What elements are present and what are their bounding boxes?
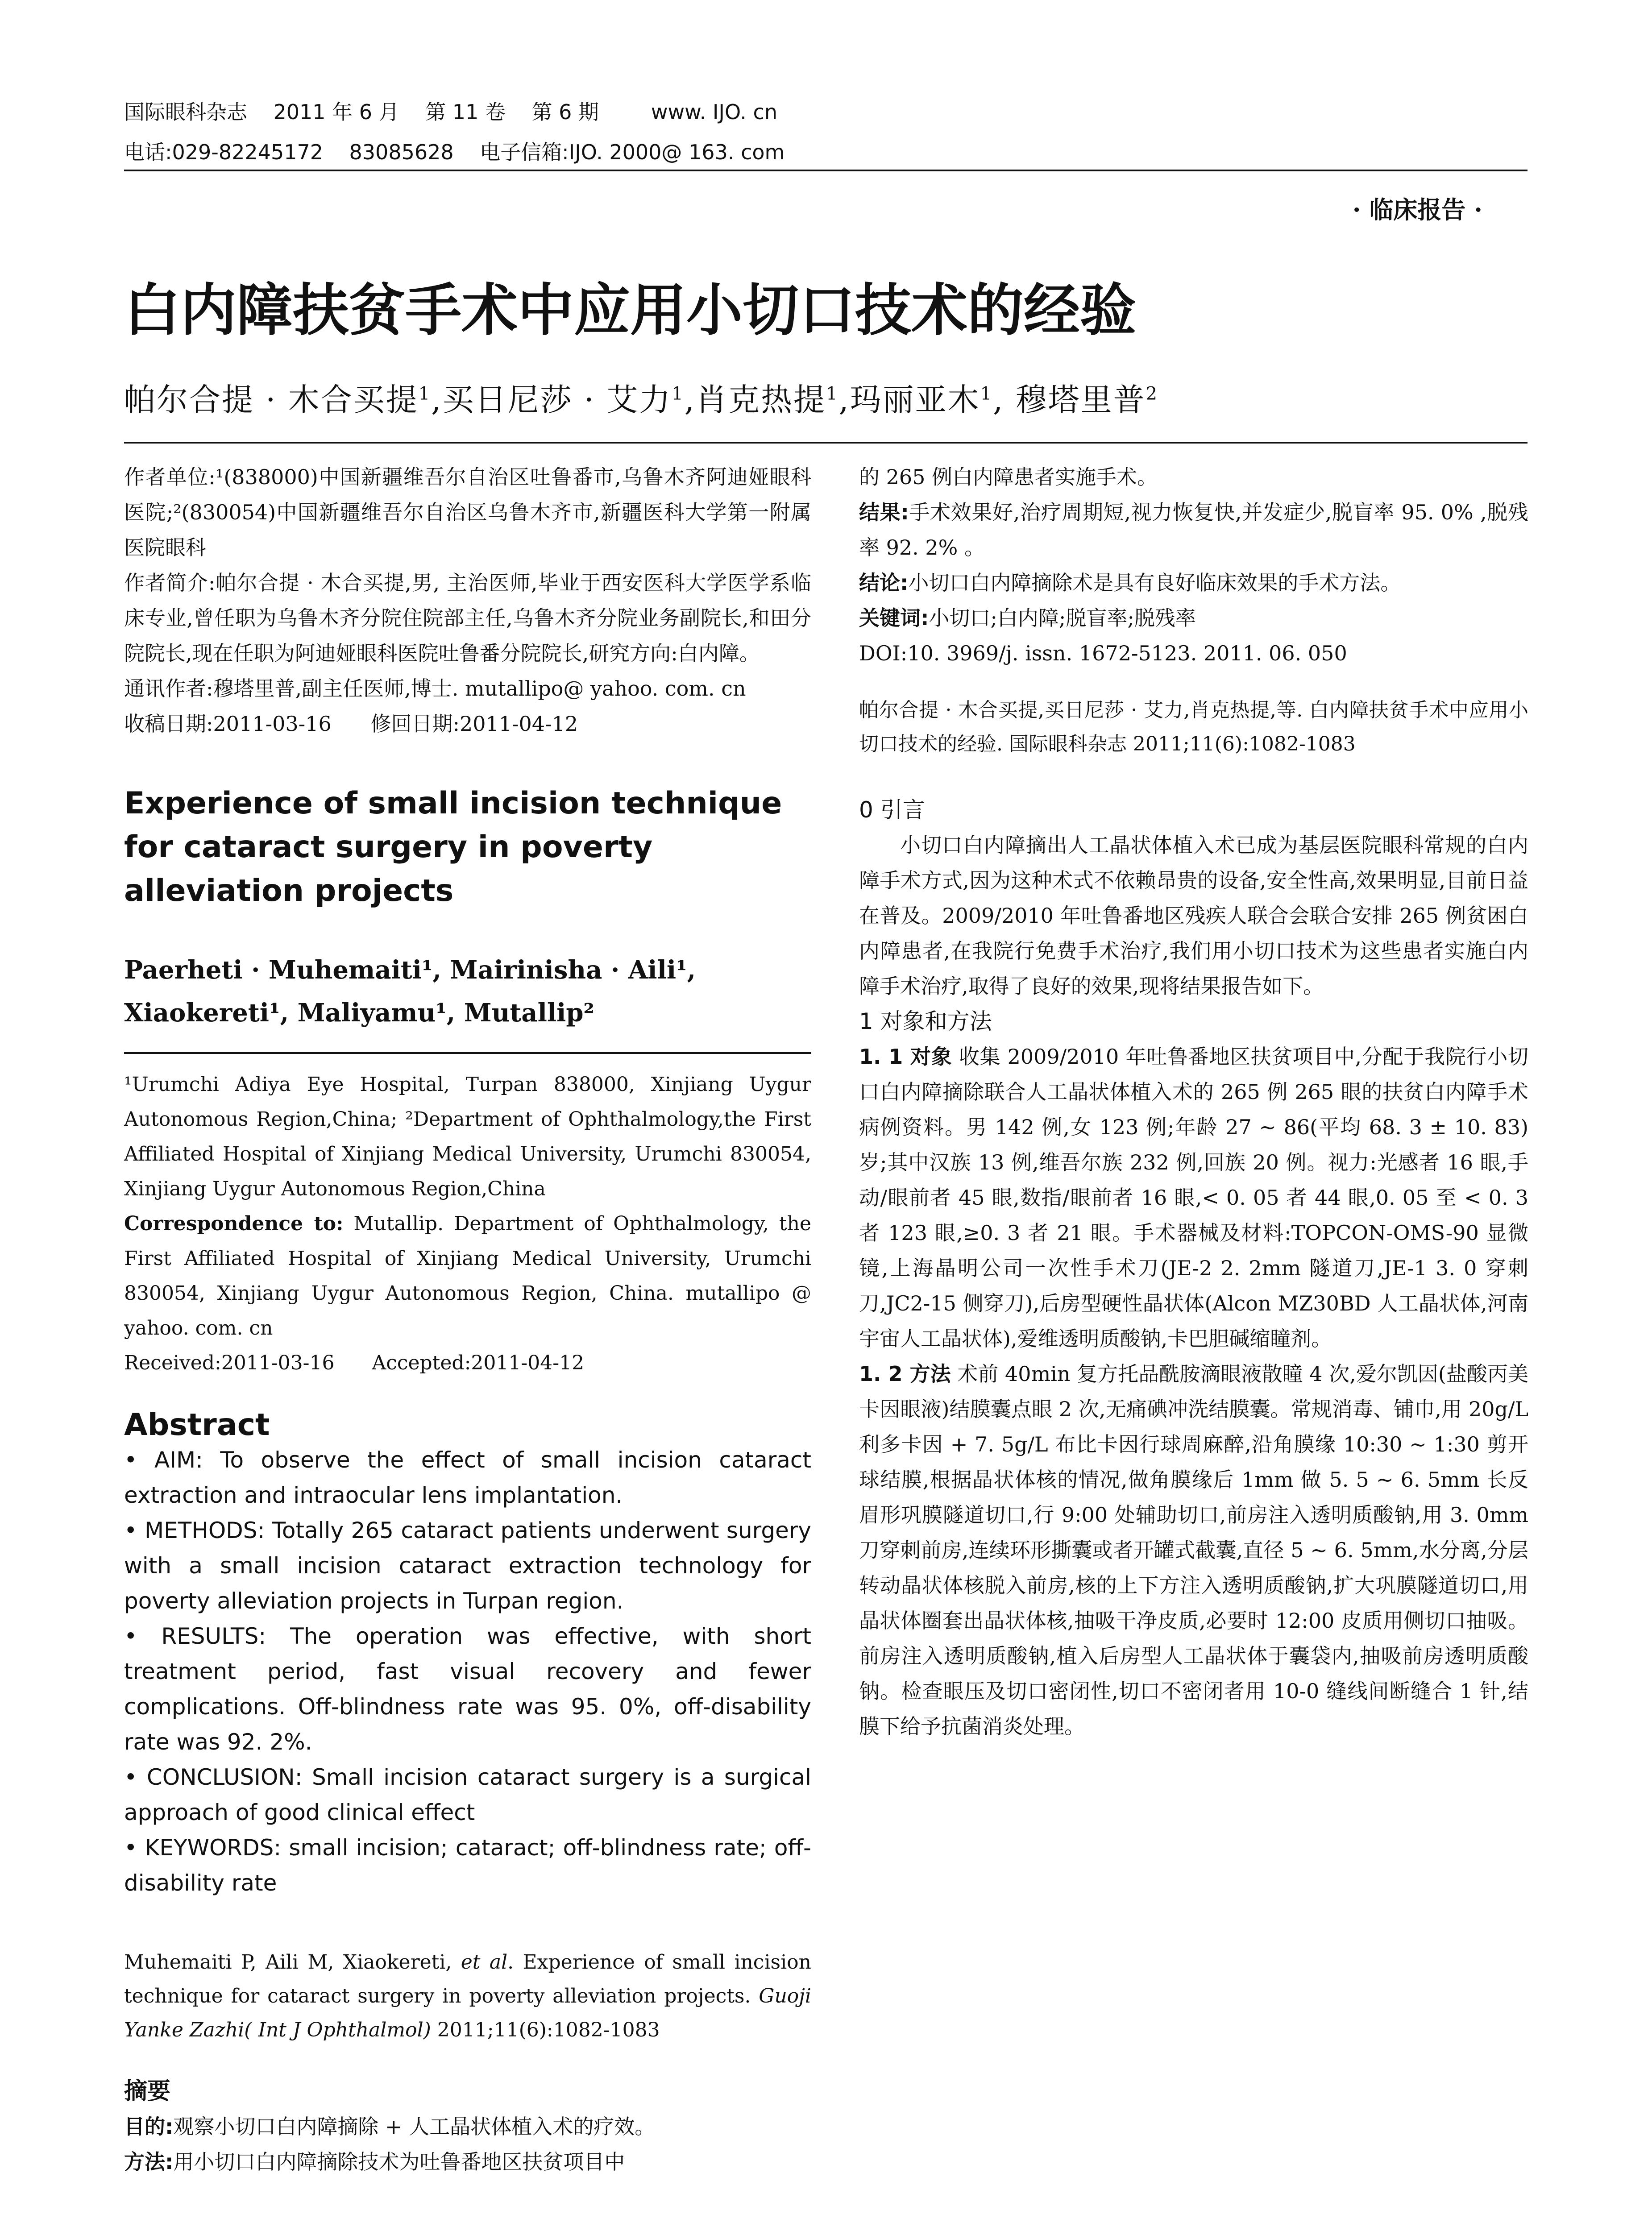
abstract-aim: • AIM: To observe the effect of small incision cataract extraction and intraocular lens implantation. [124,1447,811,1508]
zh-conclusion: 结论:小切口白内障摘除术是具有良好临床效果的手术方法。 [859,571,1401,595]
section-label: · 临床报告 · [1352,195,1482,224]
en-authors-rule [124,1052,811,1054]
article-title: 白内障扶贫手术中应用小切口技术的经验 [124,278,1136,343]
affiliation: 作者单位:¹(838000)中国新疆维吾尔自治区吐鲁番市,乌鲁木齐阿迪娅眼科医院;²(830054)中国新疆维吾尔自治区乌鲁木齐市,新疆医科大学第一附属医院眼科 [124,465,811,560]
authors-rule [124,442,1527,444]
doi: DOI:10. 3969/j. issn. 1672-5123. 2011. 06. 050 [859,641,1347,665]
intro-heading: 0 引言 [859,797,925,823]
author-list: 帕尔合提 · 木合买提$^1$,买日尼莎 · 艾力$^1$,肖克热提$^1$,玛丽亚木$^1$, 穆塔里普$^2$ [124,382,1159,418]
abstract-methods: • METHODS: Totally 265 cataract patients underwent surgery with a small incision cataract extraction technology for poverty alleviation projects in Turpan region. [124,1518,811,1614]
english-authors: Paerheti · Muhemaiti¹, Mairinisha · Aili¹, Xiaokereti¹, Maliyamu¹, Mutallip² [124,955,696,1028]
contact-info: 电话:029-82245172 83085628 电子信箱:IJO. 2000@ 163. com [124,140,785,164]
abstract-heading: Abstract [124,1407,270,1443]
english-citation: Muhemaiti P, Aili M, Xiaokereti, et al. Experience of small incision technique for cataract surgery in poverty alleviation projects. Guoji Yanke Zazhi( Int J Ophthalmol) 2011;11(6):1082-1083 [124,1951,811,2041]
zh-keywords: 关键词:小切口;白内障;脱盲率;脱残率 [859,606,1196,630]
zh-abstract-heading: 摘要 [124,2078,171,2105]
zh-citation: 帕尔合提 · 木合买提,买日尼莎 · 艾力,肖克热提,等. 白内障扶贫手术中应用小切口技术的经验. 国际眼科杂志 2011;11(6):1082-1083 [859,699,1528,755]
zh-abstract-aim: 目的:观察小切口白内障摘除 + 人工晶状体植入术的疗效。 [124,2115,656,2139]
zh-results: 结果:手术效果好,治疗周期短,视力恢复快,并发症少,脱盲率 95. 0% ,脱残率 92. 2% 。 [859,500,1528,560]
author-bio: 作者简介:帕尔合提 · 木合买提,男, 主治医师,毕业于西安医科大学医学系临床专业,曾任职为乌鲁木齐分院住院部主任,乌鲁木齐分院业务副院长,和田分院院长,现在任职为阿迪娅眼科医院吐鲁番分院院长,研究方向:白内障。 [124,571,811,665]
abstract-conclusion: • CONCLUSION: Small incision cataract surgery is a surgical approach of good clinical effect [124,1764,811,1825]
dates: 收稿日期:2011-03-16 修回日期:2011-04-12 [124,712,578,736]
abstract-keywords: • KEYWORDS: small incision; cataract; off-blindness rate; off-disability rate [124,1835,811,1896]
abstract-results: • RESULTS: The operation was effective, with short treatment period, fast visual recovery and fewer complications. Off-blindness rate was 95. 0%, off-disability rate was 92. 2%. [124,1623,811,1755]
right-column [859,460,1528,1744]
left-column [124,460,811,2180]
section-1-2: 1. 2 方法 术前 40min 复方托品酰胺滴眼液散瞳 4 次,爱尔凯因(盐酸丙美卡因眼液)结膜囊点眼 2 次,无痛碘冲洗结膜囊。常规消毒、铺巾,用 20g/L 利多卡因 + 7. 5g/L 布比卡因行球周麻醉,沿角膜缘 10:30 ~ 1:30 剪开球结膜,根据晶状体核的情况,做角膜缘后 1mm 做 5. 5 ~ 6. 5mm 长反眉形巩膜隧道切口,行 9:00 处辅助切口,前房注入透明质酸钠,用 3. 0mm 刀穿刺前房,连续环形撕囊或者开罐式截囊,直径 5 ~ 6. 5mm,水分离,分层转动晶状体核脱入前房,核的上下方注入透明质酸钠,扩大巩膜隧道切口,用晶状体圈套出晶状体核,抽吸干净皮质,必要时 12:00 皮质用侧切口抽吸。前房注入透明质酸钠,植入后房型人工晶状体于囊袋内,抽吸前房透明质酸钠。检查眼压及切口密闭性,切口不密闭者用 10-0 缝线间断缝合 1 针,结膜下给予抗菌消炎处理。 [859,1362,1528,1738]
zh-methods-cont: 的 265 例白内障患者实施手术。 [859,465,1158,489]
header-rule [124,170,1527,171]
correspondence: 通讯作者:穆塔里普,副主任医师,博士. mutallipo@ yahoo. com. cn [124,676,746,701]
section-1-1: 1. 1 对象 收集 2009/2010 年吐鲁番地区扶贫项目中,分配于我院行小切口白内障摘除联合人工晶状体植入术的 265 例 265 眼的扶贫白内障手术病例资料。男 142 例,女 123 例;年龄 27 ~ 86(平均 68. 3 ± 10. 83)岁;其中汉族 13 例,维吾尔族 232 例,回族 20 例。视力:光感者 16 眼,手动/眼前者 45 眼,数指/眼前者 16 眼,< 0. 05 者 44 眼,0. 05 至 < 0. 3 者 123 眼,≥0. 3 者 21 眼。手术器械及材料:TOPCON-OMS-90 显微镜,上海晶明公司一次性手术刀(JE-2 2. 2mm 隧道刀,JE-1 3. 0 穿刺刀,JC2-15 侧穿刀),后房型硬性晶状体(Alcon MZ30BD 人工晶状体,河南宇宙人工晶状体),爱维透明质酸钠,卡巴胆碱缩瞳剂。 [859,1045,1528,1351]
english-correspondence: Correspondence to: Mutallip. Department of Ophthalmology, the First Affiliated Hospital of Xinjiang Medical University, Urumchi 830054, Xinjiang Uygur Autonomous Region, China. mutallipo @ yahoo. com. cn [124,1212,811,1339]
intro-text: 小切口白内障摘出人工晶状体植入术已成为基层医院眼科常规的白内障手术方式,因为这种术式不依赖昂贵的设备,安全性高,效果明显,目前日益在普及。2009/2010 年吐鲁番地区残疾人联合会联合安排 265 例贫困白内障患者,在我院行免费手术治疗,我们用小切口技术为这些患者实施白内障手术治疗,取得了良好的效果,现将结果报告如下。 [859,833,1528,998]
english-affiliation: ¹Urumchi Adiya Eye Hospital, Turpan 838000, Xinjiang Uygur Autonomous Region,China; ²Department of Ophthalmology,the First Affiliated Hospital of Xinjiang Medical University, Urumchi 830054, Xinjiang Uygur Autonomous Region,China [124,1073,811,1200]
zh-abstract-methods: 方法:用小切口白内障摘除技术为吐鲁番地区扶贫项目中 [124,2150,625,2174]
english-dates: Received:2011-03-16 Accepted:2011-04-12 [124,1352,585,1374]
journal-info: 国际眼科杂志 2011 年 6 月 第 11 卷 第 6 期 www. IJO. cn [124,100,777,124]
section1-heading: 1 对象和方法 [859,1008,992,1034]
english-title: Experience of small incision technique for cataract surgery in poverty alleviation projects [124,786,782,908]
